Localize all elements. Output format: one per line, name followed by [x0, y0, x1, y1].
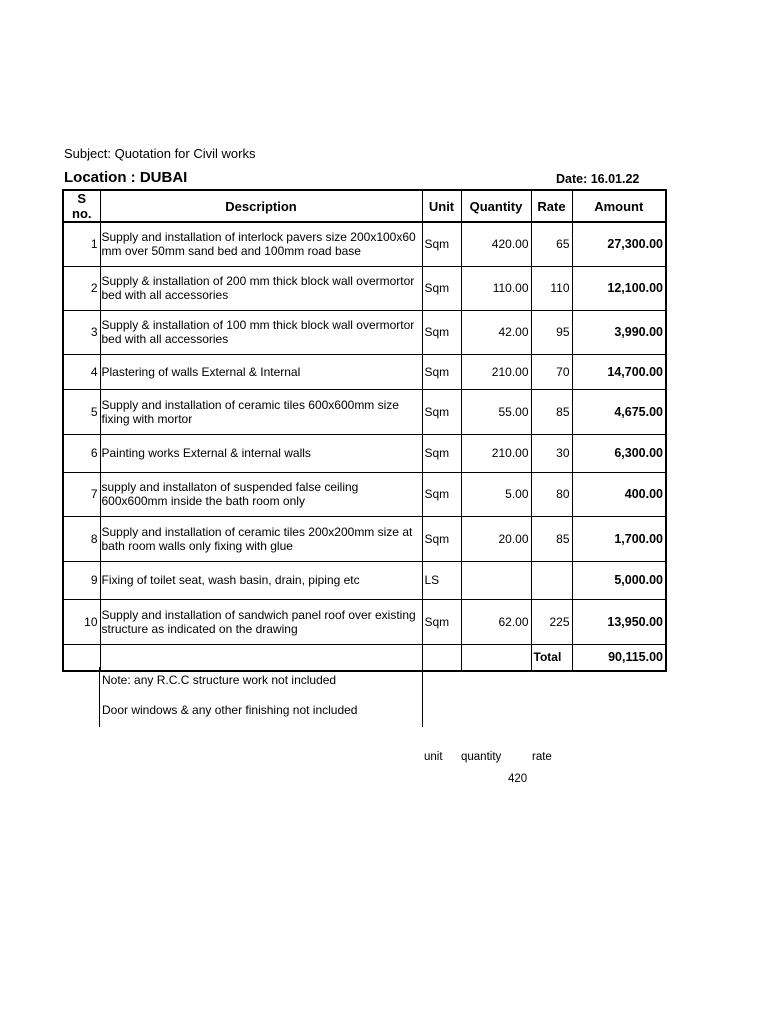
total-empty-cell [63, 644, 100, 671]
document-location: Location : DUBAI [64, 169, 188, 186]
row-quantity: 420.00 [461, 222, 531, 266]
table-row [63, 222, 666, 266]
row-unit: Sqm [422, 516, 461, 561]
table-row [63, 434, 666, 472]
row-unit: Sqm [422, 472, 461, 516]
row-rate: 225 [531, 599, 572, 644]
row-rate: 80 [531, 472, 572, 516]
table-row [63, 266, 666, 310]
notes-section [99, 667, 423, 727]
row-sno: 10 [63, 599, 100, 644]
total-label: Total [531, 644, 572, 671]
header-unit: Unit [422, 190, 461, 222]
row-quantity: 210.00 [461, 434, 531, 472]
total-empty-cell [422, 644, 461, 671]
row-quantity: 210.00 [461, 354, 531, 389]
row-amount: 5,000.00 [572, 561, 666, 599]
row-sno: 7 [63, 472, 100, 516]
table-row [63, 472, 666, 516]
table-row [63, 389, 666, 434]
row-quantity: 20.00 [461, 516, 531, 561]
row-rate: 85 [531, 516, 572, 561]
row-description: Supply and installation of ceramic tiles 200x200mm size at bath room walls only fixing with glue [100, 516, 422, 561]
row-unit: Sqm [422, 434, 461, 472]
row-unit: LS [422, 561, 461, 599]
note-rcc: Note: any R.C.C structure work not included [102, 673, 337, 687]
row-amount: 14,700.00 [572, 354, 666, 389]
row-description: Supply and installation of ceramic tiles 600x600mm size fixing with mortor [100, 389, 422, 434]
document-date: Date: 16.01.22 [556, 172, 640, 186]
row-quantity: 62.00 [461, 599, 531, 644]
row-rate: 70 [531, 354, 572, 389]
row-description: Supply & installation of 200 mm thick block wall overmortor bed with all accessories [100, 266, 422, 310]
table-row [63, 516, 666, 561]
row-unit: Sqm [422, 354, 461, 389]
row-amount: 400.00 [572, 472, 666, 516]
row-unit: Sqm [422, 310, 461, 354]
table-row [63, 354, 666, 389]
row-sno: 8 [63, 516, 100, 561]
header-description: Description [100, 190, 422, 222]
row-rate [531, 561, 572, 599]
total-value: 90,115.00 [572, 644, 666, 671]
row-rate: 85 [531, 389, 572, 434]
row-quantity [461, 561, 531, 599]
row-sno: 3 [63, 310, 100, 354]
row-description: Plastering of walls External & Internal [100, 354, 422, 389]
table-row [63, 599, 666, 644]
row-sno: 1 [63, 222, 100, 266]
row-sno: 2 [63, 266, 100, 310]
row-rate: 65 [531, 222, 572, 266]
total-empty-cell [461, 644, 531, 671]
row-amount: 3,990.00 [572, 310, 666, 354]
header-rate: Rate [531, 190, 572, 222]
row-unit: Sqm [422, 599, 461, 644]
document-subject: Subject: Quotation for Civil works [64, 146, 256, 161]
row-rate: 110 [531, 266, 572, 310]
row-amount: 4,675.00 [572, 389, 666, 434]
row-amount: 27,300.00 [572, 222, 666, 266]
row-quantity: 42.00 [461, 310, 531, 354]
row-amount: 12,100.00 [572, 266, 666, 310]
row-quantity: 55.00 [461, 389, 531, 434]
row-quantity: 110.00 [461, 266, 531, 310]
row-rate: 30 [531, 434, 572, 472]
header-quantity: Quantity [461, 190, 531, 222]
row-unit: Sqm [422, 389, 461, 434]
row-sno: 4 [63, 354, 100, 389]
row-rate: 95 [531, 310, 572, 354]
row-amount: 13,950.00 [572, 599, 666, 644]
row-amount: 1,700.00 [572, 516, 666, 561]
header-amount: Amount [572, 190, 666, 222]
row-description: Fixing of toilet seat, wash basin, drain, piping etc [100, 561, 422, 599]
row-unit: Sqm [422, 222, 461, 266]
row-description: Supply and installation of interlock pavers size 200x100x60 mm over 50mm sand bed and 100mm road base [100, 222, 422, 266]
row-quantity: 5.00 [461, 472, 531, 516]
row-description: Supply & installation of 100 mm thick block wall overmortor bed with all accessories [100, 310, 422, 354]
footer-rate-label: rate [532, 751, 552, 763]
table-row [63, 561, 666, 599]
row-description: Supply and installation of sandwich panel roof over existing structure as indicated on the drawing [100, 599, 422, 644]
quotation-table [62, 189, 667, 672]
row-sno: 9 [63, 561, 100, 599]
row-amount: 6,300.00 [572, 434, 666, 472]
footer-quantity-label: quantity [461, 751, 502, 763]
table-row [63, 310, 666, 354]
row-description: supply and installaton of suspended false ceiling 600x600mm inside the bath room only [100, 472, 422, 516]
row-sno: 6 [63, 434, 100, 472]
note-finishing: Door windows & any other finishing not included [102, 703, 358, 717]
footer-unit-label: unit [424, 751, 443, 763]
footer-quantity-value: 420 [508, 773, 528, 785]
row-description: Painting works External & internal walls [100, 434, 422, 472]
row-sno: 5 [63, 389, 100, 434]
row-unit: Sqm [422, 266, 461, 310]
header-sno: S no. [63, 190, 100, 222]
table-header-row [63, 190, 666, 222]
